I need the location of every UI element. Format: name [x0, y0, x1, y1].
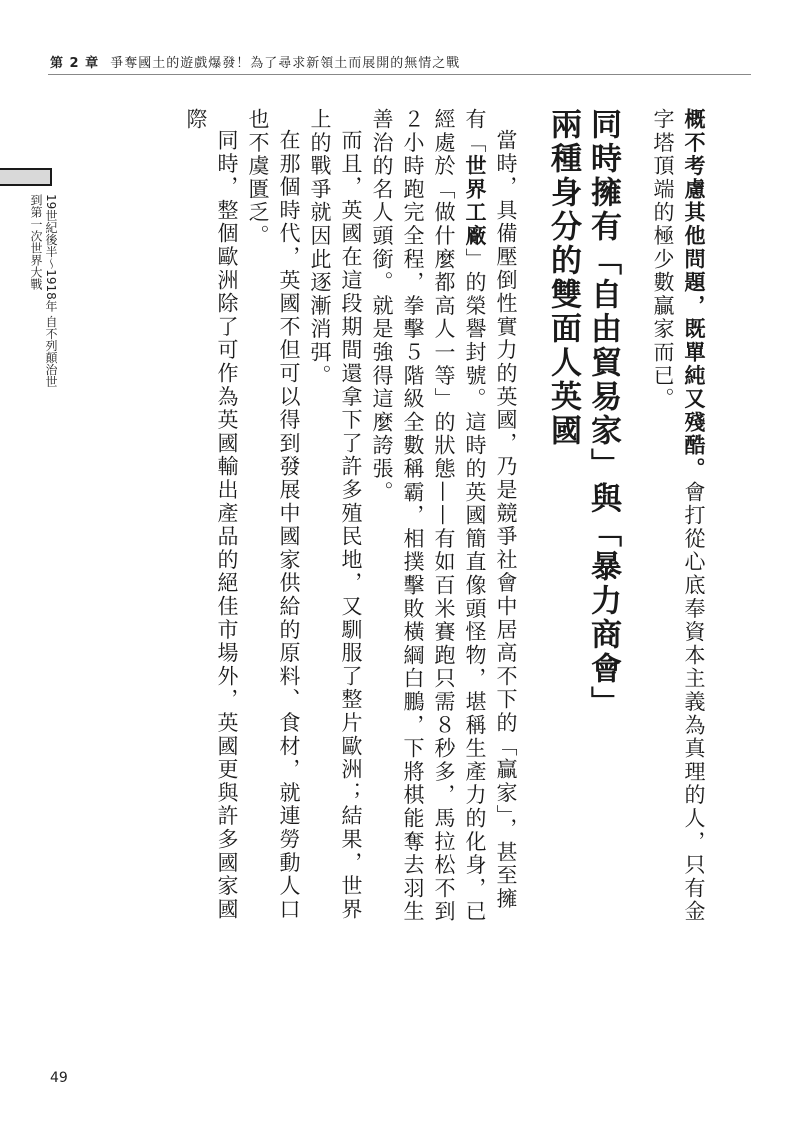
paragraph-2: 而且，英國在這段期間還拿下了許多殖民地，又馴服了整片歐洲；結果，世界上的戰爭就因此逐漸消弭。 [308, 108, 363, 922]
chapter-tab-marker [0, 168, 52, 186]
chapter-title: 爭奪國土的遊戲爆發！為了尋求新領土而展開的無情之戰 [110, 56, 461, 71]
section-heading-line-2: 兩種身分的雙面人英國 [545, 108, 581, 448]
paragraph-1-part-b: 」的榮譽封號。這時的英國簡直像頭怪物，堪稱生產力的化身，已經處於「做什麼都高人一等」的狀態——有如百米賽跑只需８秒多，馬拉松不到２小時跑完全程，拳擊５階級全數稱霸，相撲擊敗橫綱白鵬，下將棋能奪去羽生善治的名人頭銜。就是強得這麼誇張。 [370, 108, 487, 924]
running-header [50, 52, 460, 72]
intro-paragraph [647, 108, 709, 928]
header-rule [48, 74, 751, 75]
section-heading-line-1: 同時擁有「自由貿易家」與「暴力商會」 [585, 108, 621, 720]
body-text [59, 108, 709, 928]
paragraph-3: 在那個時代，英國不但可以得到發展中國家供給的原料、食材，就連勞動人口也不虞匱乏。 [246, 108, 301, 922]
paragraph-1 [366, 108, 521, 928]
chapter-number: 第 2 章 [50, 56, 100, 71]
section-heading [543, 108, 623, 928]
paragraph-1-part-a: 當時，具備壓倒性實力的英國，乃是競爭社會中居高不下的「贏家」，甚至擁有「 [463, 108, 518, 911]
intro-bold-text: 概不考慮其他問題，既單純又殘酷。 [682, 108, 706, 481]
side-section-label: 19世紀後半～1918年 自不列顛治世到第一次世界大戰 [29, 194, 58, 388]
world-factory-bold: 世界工廠 [463, 154, 487, 248]
page-number: 49 [50, 1070, 68, 1086]
intro-text: 會打從心底奉資本主義為真理的人，只有金字塔頂端的極少數贏家而已。 [651, 108, 706, 924]
paragraph-4: 同時，整個歐洲除了可作為英國輸出產品的絕佳市場外，英國更與許多國家國際 [184, 108, 239, 922]
